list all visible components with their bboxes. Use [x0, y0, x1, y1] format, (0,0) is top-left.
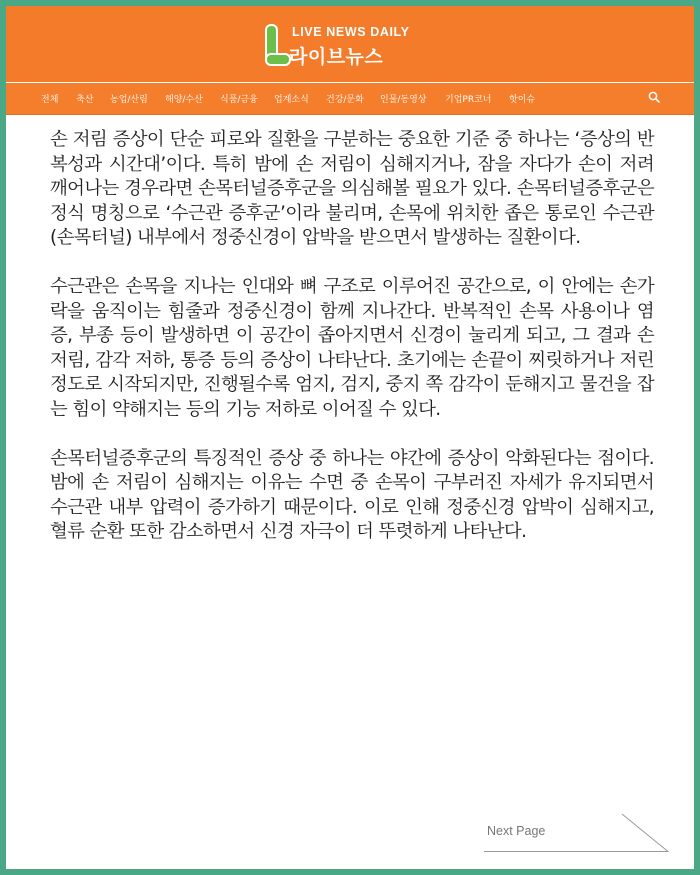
- logo-l-icon[interactable]: [267, 26, 287, 66]
- next-page-link[interactable]: Next Page: [487, 824, 546, 838]
- nav-item-food-finance[interactable]: 식품/금융: [220, 95, 258, 105]
- category-nav: [6, 83, 694, 115]
- article-paragraph: 수근관은 손목을 지나는 인대와 뼈 구조로 이루어진 공간으로, 이 안에는 손가락을 움직이는 힘줄과 정중신경이 함께 지나간다. 반복적인 손목 사용이나 염증, 부종 등이 발생하면 이 공간이 좁아지면서 신경이 눌리게 되고, 그 결과 손 저림, 감각 저하, 통증 등의 증상이 나타난다. 초기에는 손끝이 찌릿하거나 저린 정도로 시작되지만, 진행될수록 엄지, 검지, 중지 쪽 감각이 둔해지고 물건을 잡는 힘이 약해지는 등의 기능 저하로 이어질 수 있다.: [50, 276, 654, 420]
- nav-item-corporate-pr[interactable]: 기업PR코너: [445, 95, 492, 105]
- nav-item-industry-news[interactable]: 업계소식: [274, 95, 309, 105]
- next-arrow-icon[interactable]: [484, 812, 670, 852]
- page-frame: [6, 6, 694, 869]
- nav-item-health-culture[interactable]: 건강/문화: [326, 95, 364, 105]
- logo-l-foot: [267, 55, 289, 64]
- article-body: [50, 128, 654, 569]
- nav-item-hot-issue[interactable]: 핫이슈: [509, 95, 536, 105]
- article-paragraph: 손 저림 증상이 단순 피로와 질환을 구분하는 중요한 기준 중 하나는 ‘증상의 반복성과 시간대’이다. 특히 밤에 손 저림이 심해지거나, 잠을 자다가 손이 저려 깨어나는 경우라면 손목터널증후군을 의심해볼 필요가 있다. 손목터널증후군은 정식 명칭으로 ‘수근관 증후군’이라 불리며, 손목에 위치한 좁은 통로인 수근관(손목터널) 내부에서 정중신경이 압박을 받으면서 발생하는 질환이다.: [50, 129, 654, 248]
- nav-item-livestock[interactable]: 축산: [76, 95, 94, 105]
- nav-item-people-video[interactable]: 인물/동영상: [380, 95, 427, 105]
- nav-item-marine[interactable]: 해양/수산: [165, 95, 203, 105]
- nav-item-all[interactable]: 전체: [41, 95, 59, 105]
- site-header: [6, 6, 694, 82]
- logo-text-en[interactable]: LIVE NEWS DAILY: [292, 25, 410, 39]
- article-paragraph: 손목터널증후군의 특징적인 증상 중 하나는 야간에 증상이 악화된다는 점이다. 밤에 손 저림이 심해지는 이유는 수면 중 손목이 구부러진 자세가 유지되면서 수근관 내부 압력이 증가하기 때문이다. 이로 인해 정중신경 압박이 심해지고, 혈류 순환 또한 감소하면서 신경 자극이 더 뚜렷하게 나타난다.: [50, 447, 654, 542]
- search-icon[interactable]: [648, 91, 660, 103]
- logo-text-ko[interactable]: 라이브뉴스: [289, 46, 384, 68]
- nav-item-agriculture[interactable]: 농업/산림: [110, 95, 148, 105]
